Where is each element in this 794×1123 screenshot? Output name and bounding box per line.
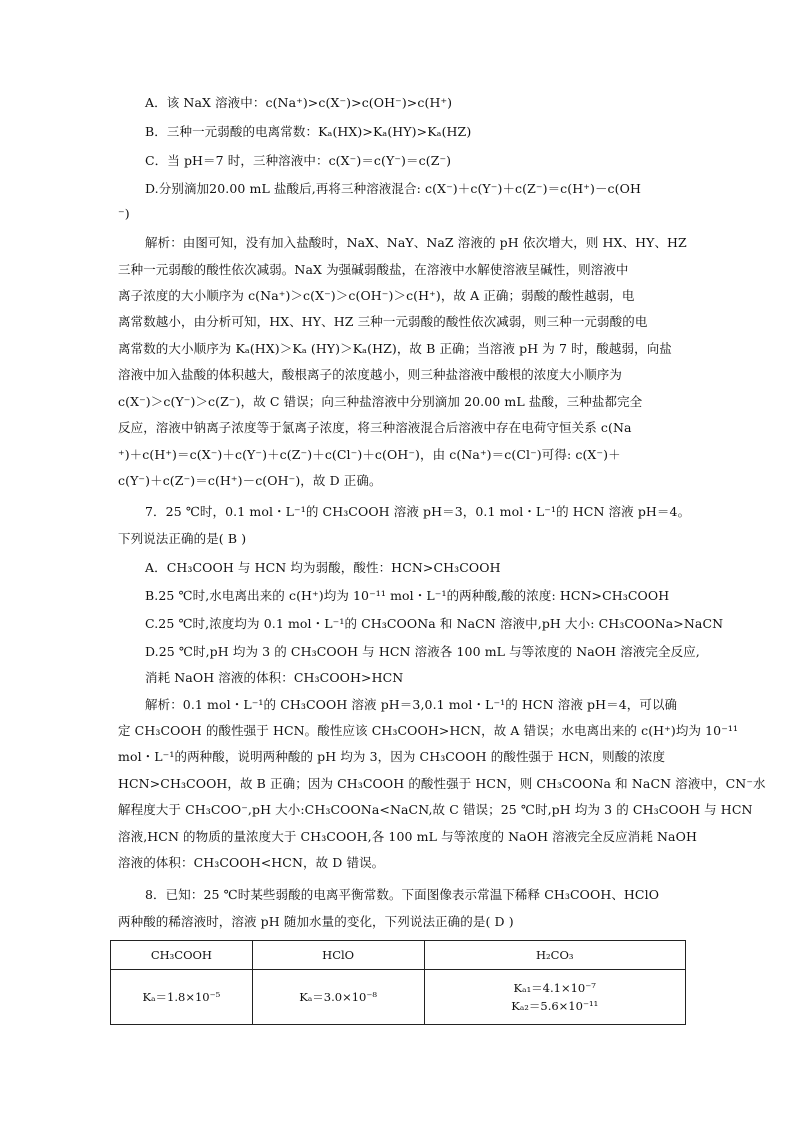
analysis7-line: 溶液的体积：CH₃COOH<HCN，故 D 错误。 (118, 855, 385, 870)
analysis7-line: 定 CH₃COOH 的酸性强于 HCN。酸性应该 CH₃COOH>HCN，故 A 错误；水电离出来的 c(H⁺)均为 10⁻¹¹ (118, 723, 739, 738)
q7-option-c: C.25 ℃时,浓度均为 0.1 mol・L⁻¹的 CH₃COONa 和 NaCN 溶液中,pH 大小: CH₃COONa>NaCN (145, 616, 724, 631)
ka-hclo-cell: Kₐ＝3.0×10⁻⁸ (252, 970, 424, 1025)
analysis6-line: 离常数的大小顺序为 Kₐ(HX)＞Kₐ (HY)＞Kₐ(HZ)，故 B 正确；当溶液 pH 为 7 时，酸越弱，向盐 (118, 341, 672, 356)
analysis6-line: 解析：由图可知，没有加入盐酸时，NaX、NaY、NaZ 溶液的 pH 依次增大，则 HX、HY、HZ (145, 235, 687, 250)
analysis6-line: 离子浓度的大小顺序为 c(Na⁺)＞c(X⁻)＞c(OH⁻)＞c(H⁺)，故 A 正确；弱酸的酸性越弱，电 (118, 288, 635, 303)
q6-option-c: C．当 pH＝7 时，三种溶液中：c(X⁻)＝c(Y⁻)＝c(Z⁻) (145, 153, 452, 168)
q8-stem: 8．已知：25 ℃时某些弱酸的电离平衡常数。下面图像表示常温下稀释 CH₃COOH、HClO (145, 887, 660, 902)
analysis6-line: ⁺)＋c(H⁺)＝c(X⁻)＋c(Y⁻)＋c(Z⁻)＋c(Cl⁻)＋c(OH⁻)，由 c(Na⁺)＝c(Cl⁻)可得: c(X⁻)＋ (118, 447, 621, 462)
ka-h2co3-cell (424, 970, 686, 1025)
q7-option-d: D.25 ℃时,pH 均为 3 的 CH₃COOH 与 HCN 溶液各 100 mL 与等浓度的 NaOH 溶液完全反应, (145, 644, 700, 659)
q7-stem: 7．25 ℃时，0.1 mol・L⁻¹的 CH₃COOH 溶液 pH＝3，0.1 mol・L⁻¹的 HCN 溶液 pH＝4。 (145, 504, 691, 519)
ka-table-row (111, 970, 686, 1025)
ka-ch3cooh-cell: Kₐ＝1.8×10⁻⁵ (111, 970, 253, 1025)
q6-option-a: A．该 NaX 溶液中：c(Na⁺)>c(X⁻)>c(OH⁻)>c(H⁺) (145, 95, 453, 110)
q7-option-a: A．CH₃COOH 与 HCN 均为弱酸，酸性：HCN>CH₃COOH (145, 560, 501, 575)
ka-table-header-row (111, 941, 686, 970)
q7-option-d-cont: 消耗 NaOH 溶液的体积：CH₃COOH>HCN (145, 670, 404, 685)
q7-stem-cont: 下列说法正确的是( B ) (118, 531, 247, 546)
analysis6-line: 三种一元弱酸的酸性依次减弱。NaX 为强碱弱酸盐，在溶液中水解使溶液呈碱性，则溶液中 (118, 262, 629, 277)
ka-table-header: CH₃COOH (111, 941, 253, 970)
q6-option-d: D.分别滴加20.00 mL 盐酸后,再将三种溶液混合: c(X⁻)＋c(Y⁻)＋c(Z⁻)＝c(H⁺)－c(OH (145, 181, 641, 196)
analysis7-line: 溶液,HCN 的物质的量浓度大于 CH₃COOH,各 100 mL 与等浓度的 NaOH 溶液完全反应消耗 NaOH (118, 829, 697, 844)
analysis7-line: 解析：0.1 mol・L⁻¹的 CH₃COOH 溶液 pH＝3,0.1 mol・L⁻¹的 HCN 溶液 pH＝4，可以确 (145, 697, 678, 712)
q7-option-b: B.25 ℃时,水电离出来的 c(H⁺)均为 10⁻¹¹ mol・L⁻¹的两种酸,酸的浓度: HCN>CH₃COOH (145, 588, 670, 603)
ka-table (110, 940, 686, 1025)
analysis6-line: c(X⁻)＞c(Y⁻)＞c(Z⁻)，故 C 错误；向三种盐溶液中分别滴加 20.00 mL 盐酸，三种盐都完全 (118, 394, 643, 409)
analysis7-line: mol・L⁻¹的两种酸，说明两种酸的 pH 均为 3，因为 CH₃COOH 的酸性强于 HCN，则酸的浓度 (118, 749, 666, 764)
q6-option-b: B．三种一元弱酸的电离常数：Kₐ(HX)>Kₐ(HY)>Kₐ(HZ) (145, 124, 472, 139)
analysis6-line: c(Y⁻)＋c(Z⁻)＝c(H⁺)－c(OH⁻)，故 D 正确。 (118, 473, 382, 488)
analysis6-line: 反应，溶液中钠离子浓度等于氯离子浓度，将三种溶液混合后溶液中存在电荷守恒关系 c(Na (118, 420, 632, 435)
analysis7-line: HCN>CH₃COOH，故 B 正确；因为 CH₃COOH 的酸性强于 HCN，则 CH₃COONa 和 NaCN 溶液中，CN⁻水 (118, 776, 766, 791)
ka2-h2co3: Kₐ₂＝5.6×10⁻¹¹ (511, 999, 599, 1013)
ka-table-header: HClO (252, 941, 424, 970)
analysis6-line: 离常数越小，由分析可知，HX、HY、HZ 三种一元弱酸的酸性依次减弱，则三种一元弱酸的电 (118, 314, 648, 329)
q8-stem-cont: 两种酸的稀溶液时，溶液 pH 随加水量的变化，下列说法正确的是( D ) (118, 914, 514, 929)
analysis6-line: 溶液中加入盐酸的体积越大，酸根离子的浓度越小，则三种盐溶液中酸根的浓度大小顺序为 (118, 367, 623, 382)
ka-table-header: H₂CO₃ (424, 941, 686, 970)
q6-option-d-cont: ⁻) (118, 206, 130, 221)
analysis7-line: 解程度大于 CH₃COO⁻,pH 大小:CH₃COONa<NaCN,故 C 错误；25 ℃时,pH 均为 3 的 CH₃COOH 与 HCN (118, 802, 753, 817)
ka1-h2co3: Kₐ₁＝4.1×10⁻⁷ (513, 981, 596, 995)
